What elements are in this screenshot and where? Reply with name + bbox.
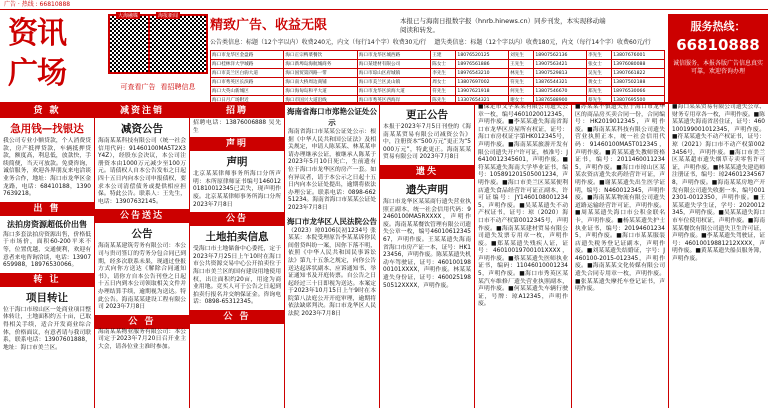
table-cell: 蔡先生 [587,96,612,105]
header-slogan: 精致广告、收益无限 [210,18,328,33]
column-capital-reduction [95,104,190,408]
ad-title: 海南省海口市郑艳公证处公示 [287,107,377,127]
section-header: 公告送达 [95,209,189,223]
table-cell: 18907562136 [534,51,587,60]
section-header: 招聘 [190,104,284,118]
table-cell: 王先生 [509,60,534,69]
ad-body: 招聘电话：13876006888 吴先生 [193,120,281,134]
table-cell: 18976530066 [612,87,665,96]
section-header: 公 告 [190,310,284,324]
ad-title: 更正公告 [406,109,448,121]
table-cell: 符先生 [431,87,456,96]
ad-title: 土地拍卖信息 [205,231,269,244]
qr-right-caption: 看招聘信息 [160,83,196,91]
section-header: 公 告 [95,315,189,329]
table-cell: 海口市国兴大道沿线 [284,96,357,105]
ad-body: 北京某某律师事务所海口分所声明：本所原律师证书编号14601201810012345已丢失，现声明作废。北京某某律师事务所海口分所 2023年7月8日 [193,171,281,208]
column-court [285,104,380,408]
table-row [211,78,665,87]
table-cell: 18076520125 [456,51,509,60]
ad-body: 受海口市土地储备中心委托，定于2023年7月25日上午10时在海口市公共资源交易中心公开拍卖位于海口市美兰区的国有建设用地使用权，出让面积约20亩，用途为商业用地。竞买人可于公告之日起到拍卖行报名并交纳保证金。咨询电话：0898-65312345。 [193,246,281,306]
table-cell: 13876544321 [534,78,587,87]
table-cell: 海口南大桥周边商铺 [284,78,357,87]
table-cell: 张女士 [587,60,612,69]
hotline-box [668,14,768,102]
table-cell: 海口市琼山区府城镇 [357,69,430,78]
table-cell: 海口正宗鸭菜餐饮 [284,51,357,60]
table-cell: 13876588900 [534,96,587,105]
qr-right-tag: 海报新闻 [158,13,179,19]
table-cell: 海口市龙华区滨海大道 [357,87,430,96]
table-cell: 海口市美兰区灵山镇 [357,78,430,87]
table-row [211,87,665,96]
column-loans [0,104,95,408]
table-cell: 陈女士 [431,60,456,69]
section-header: 贷 款 [0,104,94,118]
table-cell: 13907563421 [534,60,587,69]
table-cell: 18976543210 [456,69,509,78]
ad-body: 我公司专业小额贷款，个人消费贷款，房产抵押贷款，车辆抵押贷款，额度高，利息低，放款快，手续简便，当天可放款。免费咨询，诚信服务，欢迎各界朋友来电洽谈业务合作，地址：海口市龙华区金龙路，电话：68410188，13907639218。 [3,138,91,198]
table-cell: 13807697002 [456,78,509,87]
top-bar [0,0,768,10]
table-cell: 海口海甸岛和平大道 [284,87,357,96]
table-cell: 海口市龙华区城西路 [357,51,430,60]
ad-body: （2023）琼0106民初1234号 张某某：本院受理原告李某某诉你民间借贷纠纷一案，因你下落不明，依照《中华人民共和国民事诉讼法》第九十五条之规定，向你公告送达起诉状副本、应诉通知书、举证通知书及开庭传票。自公告之日起经过三十日即视为送达。本案定于2023年10月15日上午9时在本院第八法庭公开开庭审理，逾期将依法缺席判决。海口市龙华区人民法院 2023年7月8日 [288,227,376,318]
table-cell: 海口大英山新城区 [211,87,284,96]
section-header: 公告 [190,212,284,226]
table-cell: 海口国贸第四路一带 [284,69,357,78]
table-cell: 13807546670 [534,87,587,96]
table-cell: 郑先生 [587,87,612,96]
ad-title: 减资公告 [121,123,163,135]
section-header: 减资注销 [95,104,189,118]
ad-body: 海南省海口市某某公证处公示：根据《中华人民共和国公证法》及相关规定，申请人陈某某、林某某申请办理继承公证，被继承人陈某于2023年5月10日死亡，生前遗有位于海口市龙华区的房产一套。如有异议者，请于本公示之日起十五日内向本公证处提出，逾期将依法办理公证。联系电话：0898-66251234。海南省海口市某某公证处 2023年7月8日 [288,129,377,211]
table-cell: 海口桂林洋大学城路 [211,60,284,69]
section-header: 出 售 [0,202,94,216]
ad-title: 项目转让 [26,291,68,304]
logo-line-1: 资讯 [8,16,66,51]
logo-line-2: 广场 [8,56,66,91]
table-cell: 13907661822 [612,69,665,78]
ad-body: 海口多套法拍房资源出售，价格低于市场价，面积60-200平米不等，位置优越，交通便利，欢迎有意者来电咨询洽谈，电话：13907659988，18976530066。 [3,231,92,269]
table-cell: 13907529813 [534,69,587,78]
table-cell: 海口市秀英区西海岸 [357,96,430,105]
ad-title: 公告 [131,228,153,241]
section-header: 遗失 [380,165,474,179]
qr-left-caption: 可查看广告 [120,83,156,91]
classified-grid [210,50,665,103]
table-row [211,69,665,78]
table-cell: 13807676001 [612,51,665,60]
ad-body: 位于海口市琼山区一处商业项目整体转让，土地面积约五十亩，已取得相关手续，适合开发商业综合体，价格面议，有意者请与我司联系，联系电话：13907601888，地址：海口市美兰区。 [3,306,91,351]
column-lost-notices-2 [572,104,669,408]
price-bar [210,38,665,48]
column-corrections [380,104,475,408]
section-header: 转 让 [0,273,94,287]
table-cell: 林先生 [509,69,534,78]
ad-body: ■苏某某不慎遗失位于海口市龙华区的商品房买卖合同一份，合同编号：HK2019012345，声明作废。■海南某某科技有限公司遗失营业执照正本，统一社会信用代码：91460100MA5T012345，声明作废。■黄某某遗失教师资格证书，编号：20114600112345，声明作废。■海口市琼山区某某农资店遗失农药经营许可证，声明作废。■谢某某遗失出生医学证明，编号：N460012345，声明作废。■海南某某物流有限公司遗失道路运输经营许可证，声明作废。■周某某遗失海口市公积金联名卡，声明作废。■杨某某遗失护士执业证书，编号：201946012345，声明作废。■海口市某某服装店遗失税务登记证副本，声明作废。■刘某某遗失结婚证，字号：J460100-2015-012345，声明作废。■海南某某文化传媒有限公司遗失合同专用章一枚，声明作废。■张某某遗失摩托车登记证书，声明作废。 [575,104,665,293]
table-cell: 海口日月广场附近 [211,96,284,105]
table-cell: 周女士 [431,78,456,87]
table-cell: 何先生 [509,87,534,96]
table-cell: 13807695500 [612,96,665,105]
table-cell: 海口市美兰区白驹大道 [211,69,284,78]
column-lost-notices-3 [669,104,768,408]
ad-body: ■海口某某贸易有限公司遗失公章、财务专用章各一枚，声明作废。■陈某某遗失海南省居住证，证号：460100199001012345，声明作废。■符某某遗失不动产权证书，证号：琼（2021）海口市不动产权第0023456号，声明作废。■海口市美兰区某某超市遗失烟草专卖零售许可证，声明作废。■林某某遗失建造师注册证书，编号：琼246012345678，声明作废。■海南某某房地产开发有限公司遗失收据一本，编号0012301-0012350，声明作废。■王某某遗失学生证，学号：2020012345，声明作废。■吴某某遗失海口市车位使用权证，声明作废。■海南某某餐饮有限公司遗失卫生许可证，声明作废。■李某某遗失驾驶证，证号：46010019881212XXXX，声明作废。■黄某某遗失船员服务簿，声明作废。 [672,104,765,262]
table-cell: 吴先生 [587,69,612,78]
qr-right[interactable] [148,13,208,91]
table-cell: 18976561886 [456,60,509,69]
table-cell: 符先生 [509,78,534,87]
ad-title: 海口市龙华区人民法院公告 [287,216,377,226]
table-cell: 谢女士 [509,96,534,105]
grid-table [210,50,665,105]
table-cell: 13807502188 [612,78,665,87]
table-cell: 海口新埠岛海航城商务 [284,60,357,69]
section-header: 声明 [190,137,284,151]
ad-title: 声明 [226,156,248,169]
price-right: 遗失类信息：标题（12个字以内）收费180元，内文（每行14个字）收费60元/行 [434,39,651,46]
table-cell: 王建 [431,51,456,60]
table-cell: 刘先生 [509,51,534,60]
ad-body: 海南某某科技有限公司（统一社会信用代码：91460100MA5T2X3Y4Z），经股东会决议，本公司注册资本由1000万元减少至100万元。请债权人自本公告发布之日起四十五日内向本公司申报债权，要求本公司清偿债务或提供相应担保。特此公告。联系人：王先生，电话：13907632145。 [98,138,186,205]
ad-title: 遗失声明 [406,183,448,196]
header [0,10,768,104]
table-cell: 海口某建材有限公司 [357,60,430,69]
table-cell: 李先生 [587,51,612,60]
table-cell: 13307654321 [456,96,509,105]
hotline-number: 66810888 [676,36,760,54]
ad-body: 海南某某建筑劳务有限公司：本公司与贵司签订的劳务分包合同已到期，经多次联系未果，现通过登报方式向你方送达《解除合同通知书》，请你方自本公告刊登之日起十五日内到本公司领取相关文件并办理结算手续，逾期视为送达。特此公告。海南某某建设工程有限公司 2023年7月8日 [98,243,186,311]
section-logo [2,12,102,100]
hotline-label: 服务热线： [690,20,746,33]
topbar-text: 广告 · 热线 : 66810888 [4,1,71,8]
hotline-note: 诚信服务，本报各版广告信息真实可靠，欢迎咨询办理 [672,60,763,75]
table-cell: 13976080088 [612,60,665,69]
ad-title: 急用钱—找银达 [10,123,84,135]
table-cell: 黄女士 [587,78,612,87]
table-cell: 海口市龙华区金盘路 [211,51,284,60]
column-notices [190,104,285,408]
ad-body: 海口市龙华区某某商行遗失营业执照正副本，统一社会信用代码：92460100MA5RXXXX，声明作废。海南某某餐饮管理有限公司遗失公章一枚，编号4601061234567，声明作废。王某某遗失海南省海口市房产证一本，证号：HK123456，声明作废。陈某某遗失机动车驾驶证，证号：46010019800101XXXX，声明作废。林某某遗失身份证，证号：46002519850512XXXX，声明作废。 [383,198,472,289]
column-lost-notices-1 [475,104,572,408]
ad-body: ■保定市文学某某有限公司遗失公章一枚，编号4601020012345，声明作废。■李某某遗失海南省海口市龙华区房屋所有权证，证号：海口市房权证字第HK012345号，声明作废。■海南某某旅游开发有限公司遗失开户许可证，核准号：J6410012345601，声明作废。■符某某遗失海南大学毕业证书，编号：105891201505001234，声明作废。■海口市美兰区某某便利店遗失食品经营许可证正副本，许可证编号：JY14601080012345，声明作废。■吴某某遗失不动产权证书，证号：琼（2020）海口市不动产权第0012345号，声明作废。■海南某某建材贸易有限公司遗失发票专用章一枚，声明作废。■郑某某遗失残疾人证，证号：46010019700101XXXX，声明作废。■蔡某某遗失医师执业证书，编码：110460100012345，声明作废。■海口市秀英区某某汽车维修厂遗失营业执照副本，声明作废。■何某某遗失车辆行驶证，号牌：琼A12345，声明作废。 [478,104,568,308]
table-row [211,60,665,69]
ad-title: 法拍房资源超低价出售 [7,219,87,229]
table-cell: 陈先生 [431,96,456,105]
header-slogan-detail: 本报已与海南日报数字报（hnrb.hinews.cn）同步刊发，本实现移动端阅读和转发。 [400,17,606,34]
ad-body: 本报于2023年7月5日刊登的《海南某某贸易有限公司减资公告》中，注册资本“500万元”更正为“5000万元”，特此更正。海南某某贸易有限公司 2023年7月8日 [383,124,471,161]
table-cell: 李先生 [431,69,456,78]
table-row [211,51,665,60]
table-cell: 海口市秀英区长滨路 [211,78,284,87]
table-cell: 13907621918 [456,87,509,96]
qr-code-icon [148,14,208,74]
price-left: 公告类信息：标题（12个字以内）收费240元，内文（每行14个字）收费30元/行 [210,39,427,46]
qr-left-tag: 大海融媒 [118,13,139,19]
ad-body: 海南某某物业服务有限公司：本公司定于2023年7月20日召开业主大会，请各位业主准时参加。 [98,328,186,350]
